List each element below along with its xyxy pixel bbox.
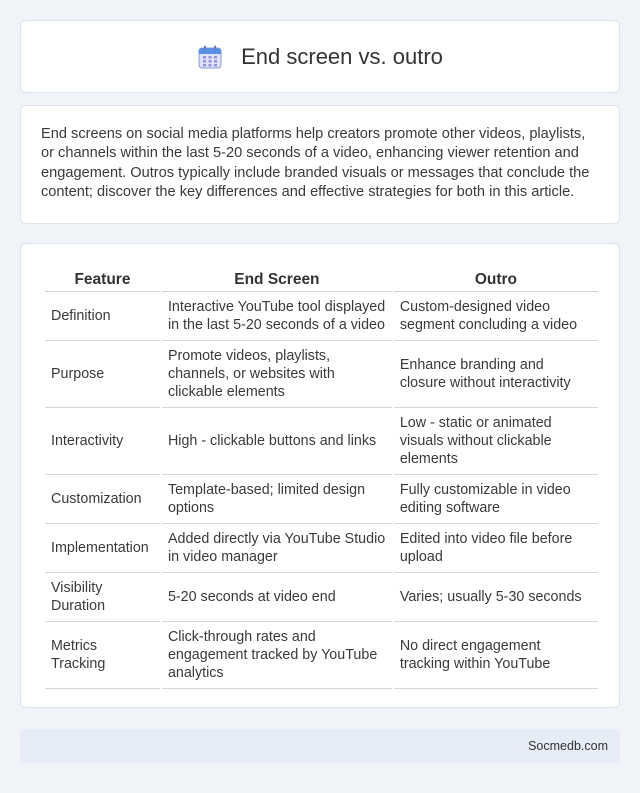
comparison-card (20, 243, 620, 708)
row-feature: Metrics Tracking (45, 622, 160, 689)
title-row (197, 44, 443, 70)
footer-site-link[interactable]: Socmedb.com (528, 739, 608, 753)
row-outro: No direct engagement tracking within YouTube (394, 622, 598, 689)
header-outro: Outro (394, 264, 598, 292)
row-end-screen: Promote videos, playlists, channels, or websites with clickable elements (162, 341, 392, 408)
calendar-icon (197, 44, 223, 70)
row-end-screen: 5-20 seconds at video end (162, 573, 392, 622)
row-end-screen: Template-based; limited design options (162, 475, 392, 524)
row-end-screen: Click-through rates and engagement tracked by YouTube analytics (162, 622, 392, 689)
row-end-screen: High - clickable buttons and links (162, 408, 392, 475)
table-row (45, 292, 598, 341)
row-feature: Customization (45, 475, 160, 524)
title-card (20, 20, 620, 93)
intro-card (20, 105, 620, 224)
row-feature: Implementation (45, 524, 160, 573)
row-feature: Purpose (45, 341, 160, 408)
row-outro: Fully customizable in video editing software (394, 475, 598, 524)
table-row (45, 524, 598, 573)
intro-paragraph: End screens on social media platforms help creators promote other videos, playlists, or channels within the last 5-20 seconds of a video, enhancing viewer retention and engagement. Outros typically include branded visuals or messages that conclude the content; discover the key differences and effective strategies for both in this article. (41, 126, 590, 201)
page-title: End screen vs. outro (241, 43, 443, 69)
header-end-screen: End Screen (162, 264, 392, 292)
row-outro: Low - static or animated visuals without clickable elements (394, 408, 598, 475)
row-end-screen: Interactive YouTube tool displayed in the last 5-20 seconds of a video (162, 292, 392, 341)
comparison-table (43, 264, 600, 689)
row-outro: Custom-designed video segment concluding a video (394, 292, 598, 341)
row-feature: Definition (45, 292, 160, 341)
footer (20, 729, 620, 763)
header-feature: Feature (45, 264, 160, 292)
row-outro: Enhance branding and closure without interactivity (394, 341, 598, 408)
row-outro: Edited into video file before upload (394, 524, 598, 573)
row-feature: Interactivity (45, 408, 160, 475)
table-row (45, 573, 598, 622)
table-row (45, 622, 598, 689)
row-feature: Visibility Duration (45, 573, 160, 622)
row-outro: Varies; usually 5-30 seconds (394, 573, 598, 622)
row-end-screen: Added directly via YouTube Studio in video manager (162, 524, 392, 573)
table-row (45, 475, 598, 524)
table-header-row (45, 264, 598, 292)
table-row (45, 408, 598, 475)
table-row (45, 341, 598, 408)
